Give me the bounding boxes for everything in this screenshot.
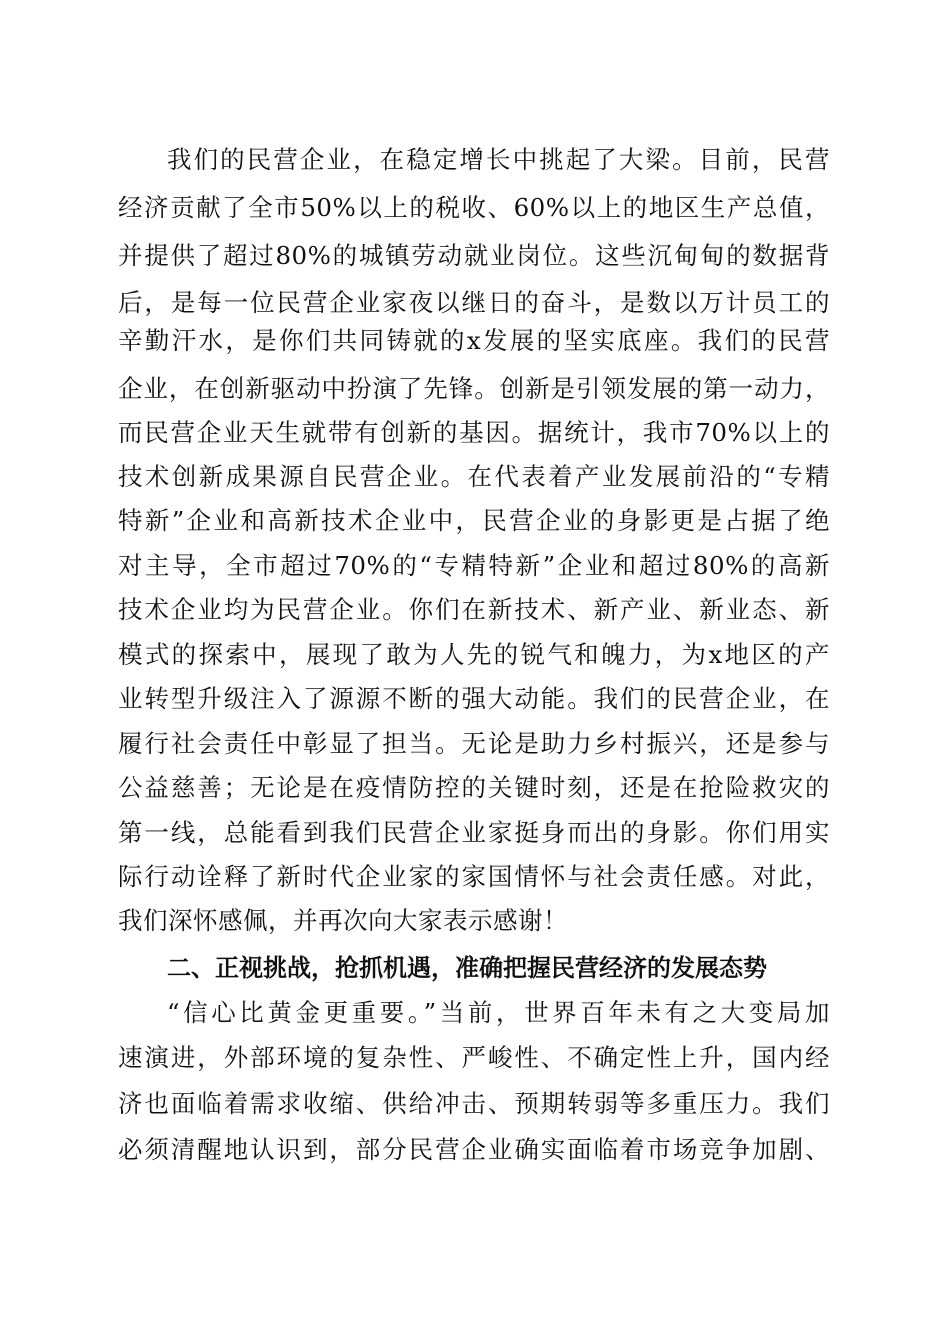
paragraph-2-line-3: 济也面临着需求收缩、供给冲击、预期转弱等多重压力。我们	[118, 1089, 830, 1118]
paragraph-1-line-1: 我们的民营企业，在稳定增长中挑起了大梁。目前，民营	[167, 145, 830, 174]
paragraph-1-line-3: 并提供了超过80%的城镇劳动就业岗位。这些沉甸甸的数据背	[118, 241, 830, 270]
paragraph-1-line-17: 际行动诠释了新时代企业家的家国情怀与社会责任感。对此，	[118, 862, 830, 891]
paragraph-2-line-2: 速演进，外部环境的复杂性、严峻性、不确定性上升，国内经	[118, 1043, 830, 1072]
paragraph-1-line-8: 技术创新成果源自民营企业。在代表着产业发展前沿的“专精	[118, 462, 830, 491]
paragraph-1-line-9: 特新”企业和高新技术企业中，民营企业的身影更是占据了绝	[118, 506, 830, 535]
paragraph-1-line-12: 模式的探索中，展现了敢为人先的锐气和魄力，为x地区的产	[118, 640, 830, 669]
paragraph-1-line-11: 技术企业均为民营企业。你们在新技术、新产业、新业态、新	[118, 595, 830, 624]
paragraph-2-line-1: “信心比黄金更重要。”当前，世界百年未有之大变局加	[167, 998, 830, 1027]
paragraph-1-line-13: 业转型升级注入了源源不断的强大动能。我们的民营企业，在	[118, 684, 830, 713]
paragraph-1-line-5: 辛勤汗水，是你们共同铸就的x发展的坚实底座。我们的民营	[118, 326, 830, 355]
paragraph-1-line-2: 经济贡献了全市50%以上的税收、60%以上的地区生产总值，	[118, 193, 830, 222]
paragraph-1-line-10: 对主导，全市超过70%的“专精特新”企业和超过80%的高新	[118, 551, 830, 580]
paragraph-1-line-14: 履行社会责任中彰显了担当。无论是助力乡村振兴，还是参与	[118, 729, 830, 758]
paragraph-1-line-6: 企业，在创新驱动中扮演了先锋。创新是引领发展的第一动力，	[118, 374, 830, 403]
paragraph-1-line-16: 第一线，总能看到我们民营企业家挺身而出的身影。你们用实	[118, 818, 830, 847]
paragraph-2-line-4: 必须清醒地认识到，部分民营企业确实面临着市场竞争加剧、	[118, 1135, 830, 1164]
section-heading: 二、正视挑战，抢抓机遇，准确把握民营经济的发展态势	[167, 954, 767, 982]
paragraph-1-line-18: 我们深怀感佩，并再次向大家表示感谢！	[118, 906, 568, 935]
paragraph-1-line-15: 公益慈善；无论是在疫情防控的关键时刻，还是在抢险救灾的	[118, 773, 830, 802]
paragraph-1-line-4: 后，是每一位民营企业家夜以继日的奋斗，是数以万计员工的	[118, 288, 830, 317]
paragraph-1-line-7: 而民营企业天生就带有创新的基因。据统计，我市70%以上的	[118, 418, 830, 447]
